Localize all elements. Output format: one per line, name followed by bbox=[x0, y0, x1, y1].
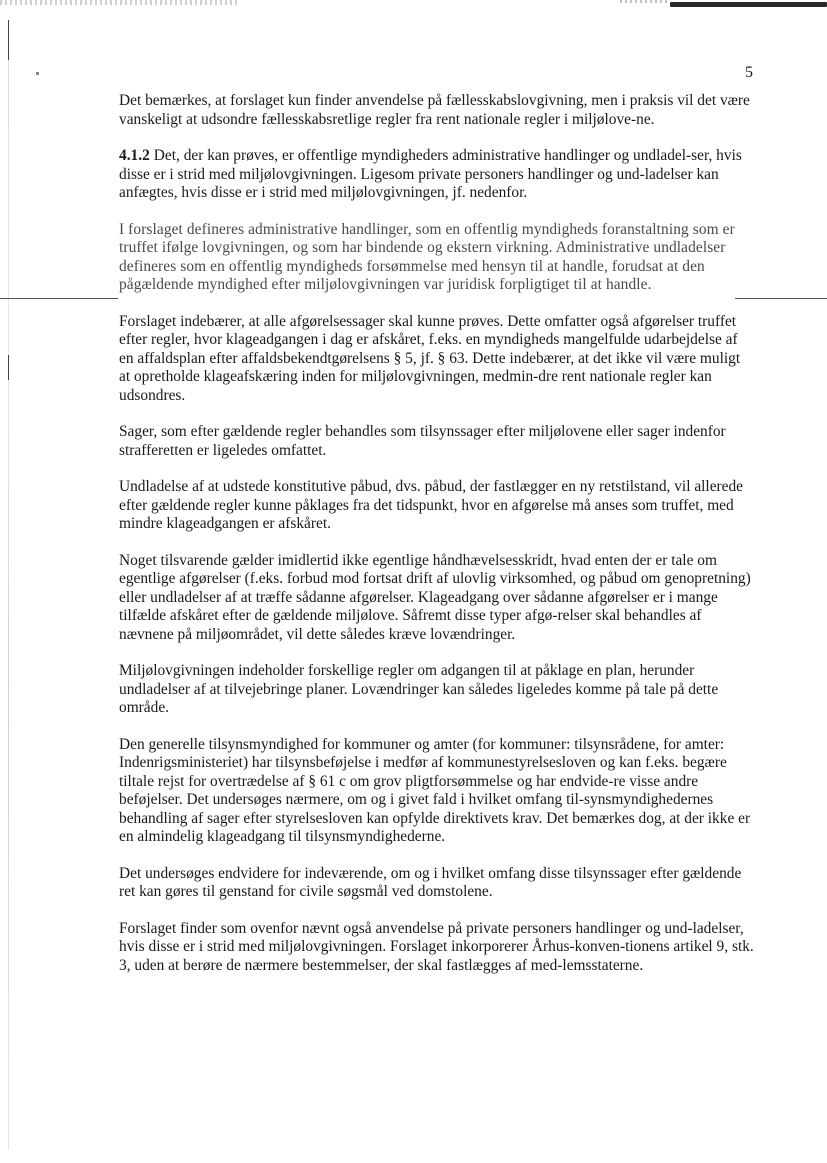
scan-artifact-top-left bbox=[0, 0, 240, 5]
paragraph: Undladelse af at udstede konstitutive påbud, dvs. påbud, der fastlægger en ny retstilstand, vil allerede efter gældende regler kunne påklages fra det tidspunkt, hvor en afgørelse må anses som truffet, med mindre klageadgangen er afskåret. bbox=[119, 478, 744, 532]
scan-mark bbox=[8, 20, 9, 60]
paragraph: I forslaget defineres administrative handlinger, som en offentlig myndigheds foranstaltning som er truffet ifølge lovgivningen, og som har bindende og ekstern virkning. Administrative undladelser defineres som en offentlig myndigheds forsømmelse med hensyn til at handle, forudsat at den pågældende myndighed efter miljølovgivningen var juridisk forpligtiget til at handle. bbox=[119, 220, 735, 293]
scan-mark bbox=[8, 355, 9, 380]
paragraph: Noget tilsvarende gælder imidlertid ikke egentlige håndhævelsesskridt, hvad enten der er tale om egentlige afgørelser (f.eks. forbud mod fortsat drift af ulovlig virksomhed, og påbud om genopretning) eller undladelser af at træffe sådanne afgørelser. Klageadgang over sådanne afgørelser er i mange tilfælde afskåret efter de gældende miljølove. Såfremt disse typer afgø-relser skal behandles af nævnene på miljøområdet, vil dette således kræve lovændringer. bbox=[119, 551, 751, 643]
document-body bbox=[119, 92, 755, 993]
scan-artifact-top-right-faint bbox=[620, 0, 670, 3]
paragraph: Det bemærkes, at forslaget kun finder anvendelse på fællesskabslovgivning, men i praksis vil det være vanskeligt at udsondre fællesskabsretlige regler fra rent nationale regler i miljølove-ne. bbox=[119, 92, 750, 128]
paragraph: Sager, som efter gældende regler behandles som tilsynssager efter miljølovene eller sager indenfor strafferetten er ligeledes omfattet. bbox=[119, 423, 726, 459]
paragraph: Den generelle tilsynsmyndighed for kommuner og amter (for kommuner: tilsynsrådene, for amter: Indenrigsministeriet) har tilsynsbeføjelse i medfør af kommunestyrelsesloven og kan f.eks. begære tiltale rejst for overtrædelse af § 61 c om grov pligtforsømmelse og har endvide-re visse andre beføjelser. Det undersøges nærmere, om og i givet fald i hvilket omfang til-synsmyndighedernes behandling af sager efter styrelsesloven kan opfylde direktivets krav. Det bemærkes dog, at der ikke er en almindelig klageadgang til tilsynsmyndighederne. bbox=[119, 735, 751, 845]
paragraph: Det undersøges endvidere for indeværende, om og i hvilket omfang disse tilsynssager efter gældende ret kan gøres til genstand for civile søgsmål ved domstolene. bbox=[119, 864, 742, 900]
scan-artifact-left-edge bbox=[8, 30, 9, 1150]
paragraph: Miljølovgivningen indeholder forskellige regler om adgangen til at påklage en plan, herunder undladelser af at tilvejebringe planer. Lovændringer kan således ligeledes komme på tale på dette område. bbox=[119, 662, 719, 716]
paragraph-text: Det, der kan prøves, er offentlige myndigheders administrative handlinger og undladel-ser, hvis disse er i strid med miljølovgivningen. Ligesom private personers handlinger og und-ladelser kan anfægtes, hvis disse er i strid med miljølovgivningen, jf. nedenfor. bbox=[119, 147, 742, 201]
scan-line-left bbox=[0, 298, 118, 299]
page-number: 5 bbox=[745, 64, 753, 81]
paragraph: Forslaget finder som ovenfor nævnt også anvendelse på private personers handlinger og und-ladelser, hvis disse er i strid med miljølovgivningen. Forslaget inkorporerer Århus-konven-tionens artikel 9, stk. 3, uden at berøre de nærmere bestemmelser, der skal fastlægges af med-lemsstaterne. bbox=[119, 919, 754, 974]
section-number: 4.1.2 bbox=[119, 147, 150, 164]
scan-artifact-top-right bbox=[670, 2, 827, 7]
paragraph-section bbox=[119, 147, 755, 203]
paragraph: Forslaget indebærer, at alle afgørelsessager skal kunne prøves. Dette omfatter også afgørelser truffet efter regler, hvor klageadgangen i dag er afskåret, f.eks. en myndigheds mangelfulde udarbejdelse af en affaldsplan efter affaldsbekendtgørelsens § 5, jf. § 63. Dette indebærer, at det ikke vil være muligt at opretholde klageafskæring inden for miljølovgivningen, medmin-dre rent nationale regler kan udsondres. bbox=[119, 312, 741, 404]
scan-mark bbox=[36, 72, 39, 75]
